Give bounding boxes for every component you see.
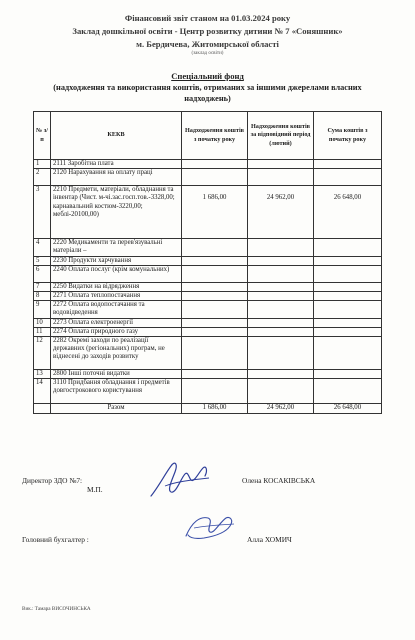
report-heading-line-2: Заклад дошкільної освіти - Центр розвитку дитини № 7 «Соняшник» [72, 26, 343, 36]
table-row [34, 379, 382, 404]
director-signature [145, 456, 215, 506]
row-kekv: 2210 Предмети, матеріали, обладнання та інвентар (Чист. м-чі.зас.госп.тов.-3328,00; карнавальний костюм-3220,00; меблі-20100,00) [51, 186, 182, 239]
row-sum [314, 337, 382, 370]
row-sum [314, 318, 382, 327]
row-num: 10 [34, 318, 51, 327]
table-row [34, 239, 382, 256]
row-sum [314, 160, 382, 169]
row-num: 2 [34, 169, 51, 186]
row-kekv: 2230 Продукти харчування [51, 256, 182, 265]
row-kekv: 2272 Оплата водопостачання та водовідведення [51, 301, 182, 318]
director-label: Директор ЗДО №7: [22, 476, 83, 485]
row-start [182, 256, 248, 265]
row-num: 3 [34, 186, 51, 239]
stamp-place-label: М.П. [87, 485, 103, 494]
row-period [248, 282, 314, 291]
report-heading-line-1: Фінансовий звіт станом на 01.03.2024 року [124, 13, 291, 23]
row-period [248, 160, 314, 169]
row-start [182, 239, 248, 256]
row-start [182, 379, 248, 404]
row-period [248, 169, 314, 186]
table-row [34, 318, 382, 327]
table-row [34, 169, 382, 186]
table-row [34, 160, 382, 169]
row-start [182, 301, 248, 318]
table-row [34, 327, 382, 336]
total-num [34, 404, 51, 414]
fund-subtitle-line-2: надходжень) [184, 94, 231, 103]
accountant-signature [180, 508, 240, 546]
row-num: 4 [34, 239, 51, 256]
row-sum [314, 301, 382, 318]
row-num: 8 [34, 292, 51, 301]
fund-title: Спеціальний фонд [171, 71, 244, 81]
director-name: Олена КОСАКІВСЬКА [242, 476, 316, 485]
row-sum [314, 239, 382, 256]
table-total-row [34, 404, 382, 414]
row-num: 14 [34, 379, 51, 404]
table-row [34, 370, 382, 379]
table-row [34, 301, 382, 318]
row-kekv: 2240 Оплата послуг (крім комунальних) [51, 265, 182, 282]
fund-subtitle-line-1: (надходження та використання коштів, отриманих за іншими джерелами власних [53, 83, 362, 92]
row-sum [314, 256, 382, 265]
table-row [34, 186, 382, 239]
row-start: 1 686,00 [182, 186, 248, 239]
row-sum [314, 370, 382, 379]
total-sum: 26 648,00 [314, 404, 382, 414]
row-kekv: 2111 Заробітна плата [51, 160, 182, 169]
row-num: 11 [34, 327, 51, 336]
header-sum: Сума коштів з початку року [314, 112, 382, 160]
total-start: 1 686,00 [182, 404, 248, 414]
table-row [34, 282, 382, 291]
table-row [34, 256, 382, 265]
row-period [248, 265, 314, 282]
row-start [182, 160, 248, 169]
row-kekv: 2120 Нарахування на оплату праці [51, 169, 182, 186]
header-start: Надходження коштів з початку року [182, 112, 248, 160]
row-period [248, 337, 314, 370]
row-sum [314, 282, 382, 291]
row-period [248, 379, 314, 404]
row-period [248, 292, 314, 301]
row-sum [314, 379, 382, 404]
row-kekv: 2800 Інші поточні видатки [51, 370, 182, 379]
row-start [182, 327, 248, 336]
row-start [182, 265, 248, 282]
row-num: 12 [34, 337, 51, 370]
row-sum [314, 169, 382, 186]
report-heading-line-3: м. Бердичева, Житомирської області [136, 39, 279, 49]
row-kekv: 2273 Оплата електроенергії [51, 318, 182, 327]
row-kekv: 2282 Окремі заходи по реалізації державних (регіональних) програм, не віднесені до заходів розвитку [51, 337, 182, 370]
row-num: 1 [34, 160, 51, 169]
header-period: Надходження коштів за відповідний період (лютий) [248, 112, 314, 160]
row-kekv: 2250 Видатки на відрядження [51, 282, 182, 291]
table-header-row [34, 112, 382, 160]
row-start [182, 292, 248, 301]
row-period [248, 318, 314, 327]
row-kekv: 3110 Придбання обладнання і предметів довгострокового користування [51, 379, 182, 404]
row-num: 5 [34, 256, 51, 265]
row-start [182, 370, 248, 379]
table-row [34, 265, 382, 282]
row-period [248, 301, 314, 318]
header-kekv: КЕКВ [51, 112, 182, 160]
accountant-name: Алла ХОМИЧ [247, 535, 292, 544]
row-period [248, 327, 314, 336]
row-start [182, 337, 248, 370]
header-num: № з/п [34, 112, 51, 160]
table-row [34, 337, 382, 370]
row-sum: 26 648,00 [314, 186, 382, 239]
row-num: 6 [34, 265, 51, 282]
row-num: 7 [34, 282, 51, 291]
row-sum [314, 292, 382, 301]
row-period [248, 239, 314, 256]
row-kekv: 2274 Оплата природного газу [51, 327, 182, 336]
row-num: 13 [34, 370, 51, 379]
row-period: 24 962,00 [248, 186, 314, 239]
row-kekv: 2271 Оплата теплопостачання [51, 292, 182, 301]
row-start [182, 318, 248, 327]
finance-table [33, 111, 382, 414]
row-period [248, 370, 314, 379]
total-period: 24 962,00 [248, 404, 314, 414]
row-start [182, 169, 248, 186]
row-num: 9 [34, 301, 51, 318]
row-sum [314, 327, 382, 336]
total-label: Разом [51, 404, 182, 414]
table-row [34, 292, 382, 301]
row-kekv: 2220 Медикаменти та перев'язувальні матеріали – [51, 239, 182, 256]
institution-caption: (заклад освіти) [191, 51, 224, 56]
row-sum [314, 265, 382, 282]
row-period [248, 256, 314, 265]
accountant-label: Головний бухгалтер : [22, 535, 89, 544]
row-start [182, 282, 248, 291]
executor-note: Вик.: Тамара ВИСОЧИНСЬКА [22, 606, 91, 612]
